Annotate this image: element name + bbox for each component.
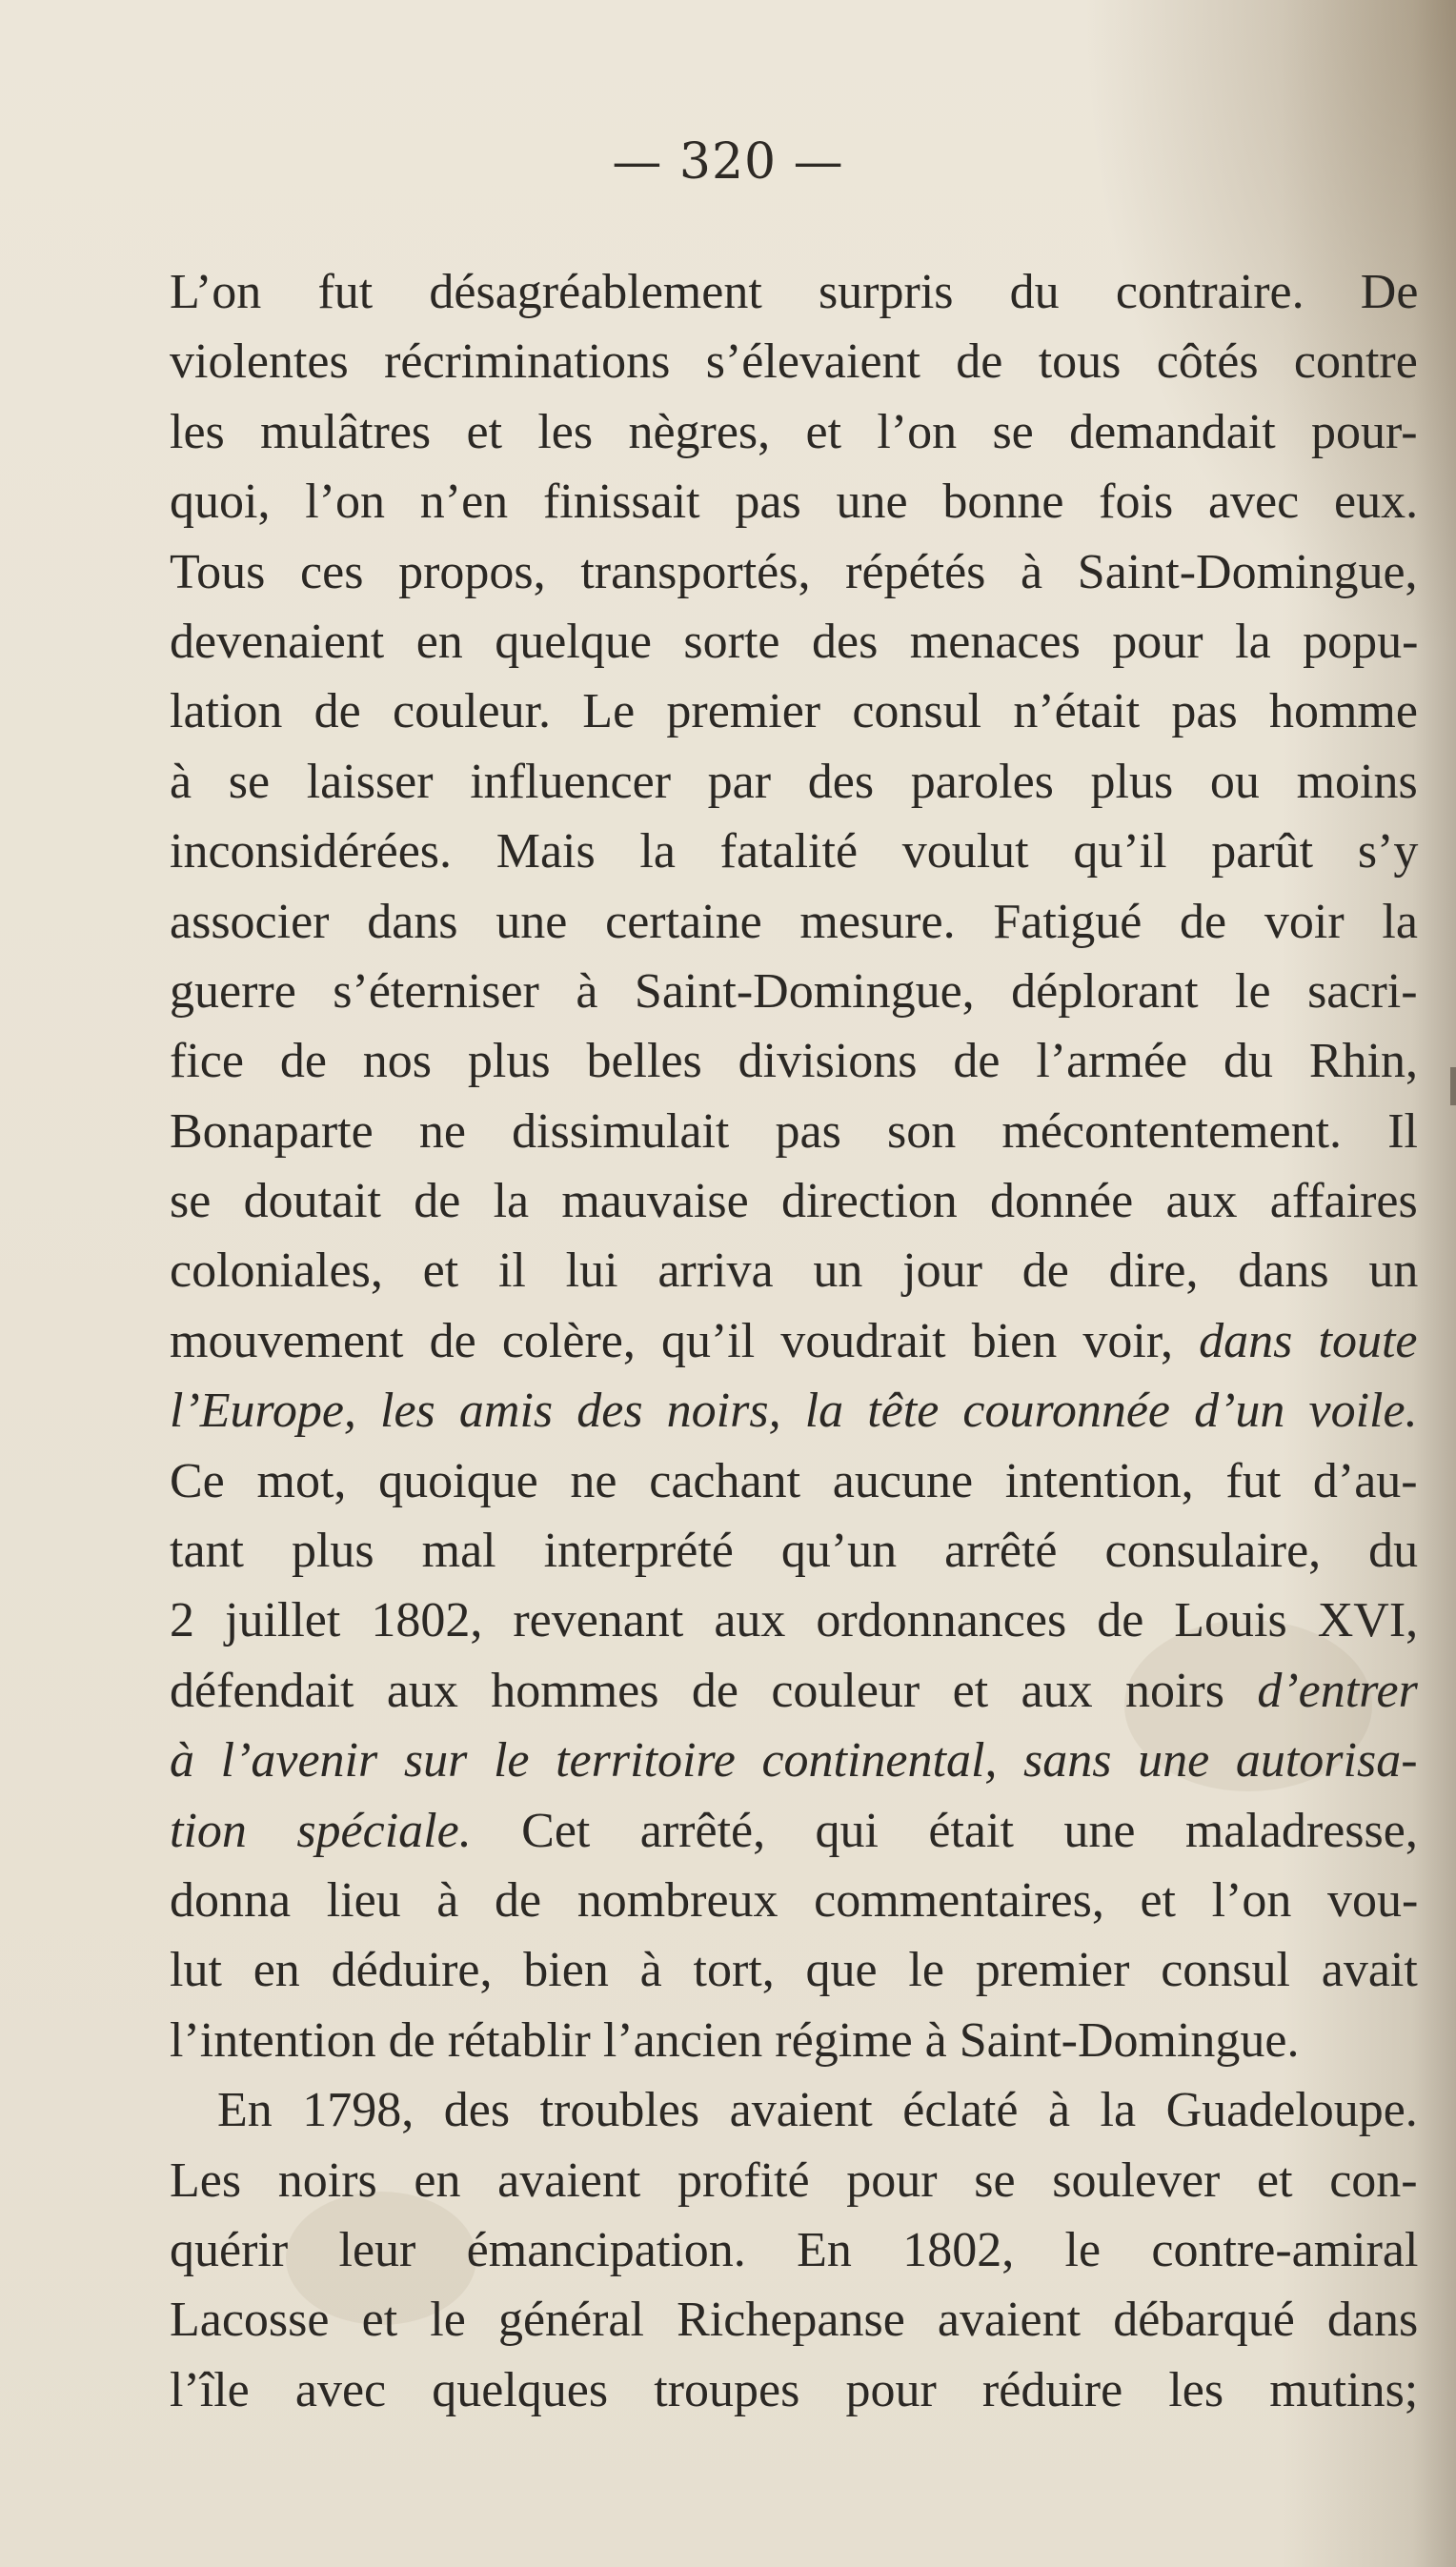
text-line — [170, 1376, 1418, 1445]
text-line: lation de couleur. Le premier consul n’était pas homme — [170, 684, 1418, 739]
text-line: guerre s’éterniser à Saint-Domingue, déplorant le sacri- — [170, 963, 1418, 1019]
text-line: lut en déduire, bien à tort, que le premier consul avait — [170, 1943, 1418, 1998]
text-line: Bonaparte ne dissimulait pas son mécontentement. Il — [170, 1103, 1418, 1159]
text-line: coloniales, et il lui arriva un jour de dire, dans un — [170, 1243, 1419, 1299]
text-line: Lacosse et le général Richepanse avaient débarqué dans — [170, 2293, 1419, 2348]
text-line: quérir leur émancipation. En 1802, le contre-amiral — [170, 2222, 1419, 2277]
italic-quote: à l’avenir sur le territoire continental, sans une autorisa- — [170, 1733, 1418, 1789]
text-line: donna lieu à de nombreux commentaires, et l’on vou- — [170, 1872, 1419, 1928]
text-line: inconsidérées. Mais la fatalité voulut qu’il parût s’y — [170, 824, 1419, 879]
text-line: 2 juillet 1802, revenant aux ordonnances de Louis XVI, — [170, 1593, 1419, 1648]
text-line: fice de nos plus belles divisions de l’armée du Rhin, — [170, 1034, 1419, 1089]
text-line: Les noirs en avaient profité pour se soulever et con- — [170, 2153, 1418, 2208]
text-line: Ce mot, quoique ne cachant aucune intention, fut d’au- — [170, 1453, 1418, 1508]
text-line: l’intention de rétablir l’ancien régime à Saint-Domingue. — [170, 2012, 1300, 2068]
text-line: les mulâtres et les nègres, et l’on se demandait pour- — [170, 404, 1418, 459]
text-line: tion spéciale. Cet arrêté, qui était une maladresse, — [170, 1803, 1418, 1858]
page-edge-mark — [1450, 1067, 1456, 1105]
text-line: Tous ces propos, transportés, répétés à Saint-Domingue, — [170, 544, 1418, 599]
text-line: tant plus mal interprété qu’un arrêté consulaire, du — [170, 1524, 1419, 1579]
text-line: mouvement de colère, qu’il voudrait bien voir, dans toute — [170, 1313, 1418, 1368]
text-line: l’île avec quelques troupes pour réduire les mutins; — [170, 2362, 1419, 2417]
text-line: à se laisser influencer par des paroles plus ou moins — [170, 754, 1418, 809]
text-line: devenaient en quelque sorte des menaces pour la popu- — [170, 614, 1419, 669]
text-line — [170, 1726, 1418, 1795]
italic-quote: tion spéciale. — [170, 1803, 472, 1858]
italic-quote: d’entrer — [1257, 1663, 1418, 1718]
text-line: se doutait de la mauvaise direction donnée aux affaires — [170, 1174, 1418, 1229]
italic-quote: dans toute — [1199, 1313, 1418, 1368]
italic-quote: l’Europe, les amis des noirs, la tête couronnée d’un voile. — [170, 1384, 1418, 1439]
page-number: — 320 — — [612, 133, 844, 191]
text-line: défendait aux hommes de couleur et aux noirs d’entrer — [170, 1663, 1418, 1718]
text-line: En 1798, des troubles avaient éclaté à la Guadeloupe. — [217, 2083, 1418, 2138]
text-line: violentes récriminations s’élevaient de tous côtés contre — [170, 334, 1418, 390]
text-line: L’on fut désagréablement surpris du contraire. De — [170, 265, 1419, 319]
body-text — [170, 257, 1418, 2425]
text-line: quoi, l’on n’en finissait pas une bonne fois avec eux. — [170, 475, 1419, 530]
text-line: associer dans une certaine mesure. Fatigué de voir la — [170, 894, 1418, 949]
